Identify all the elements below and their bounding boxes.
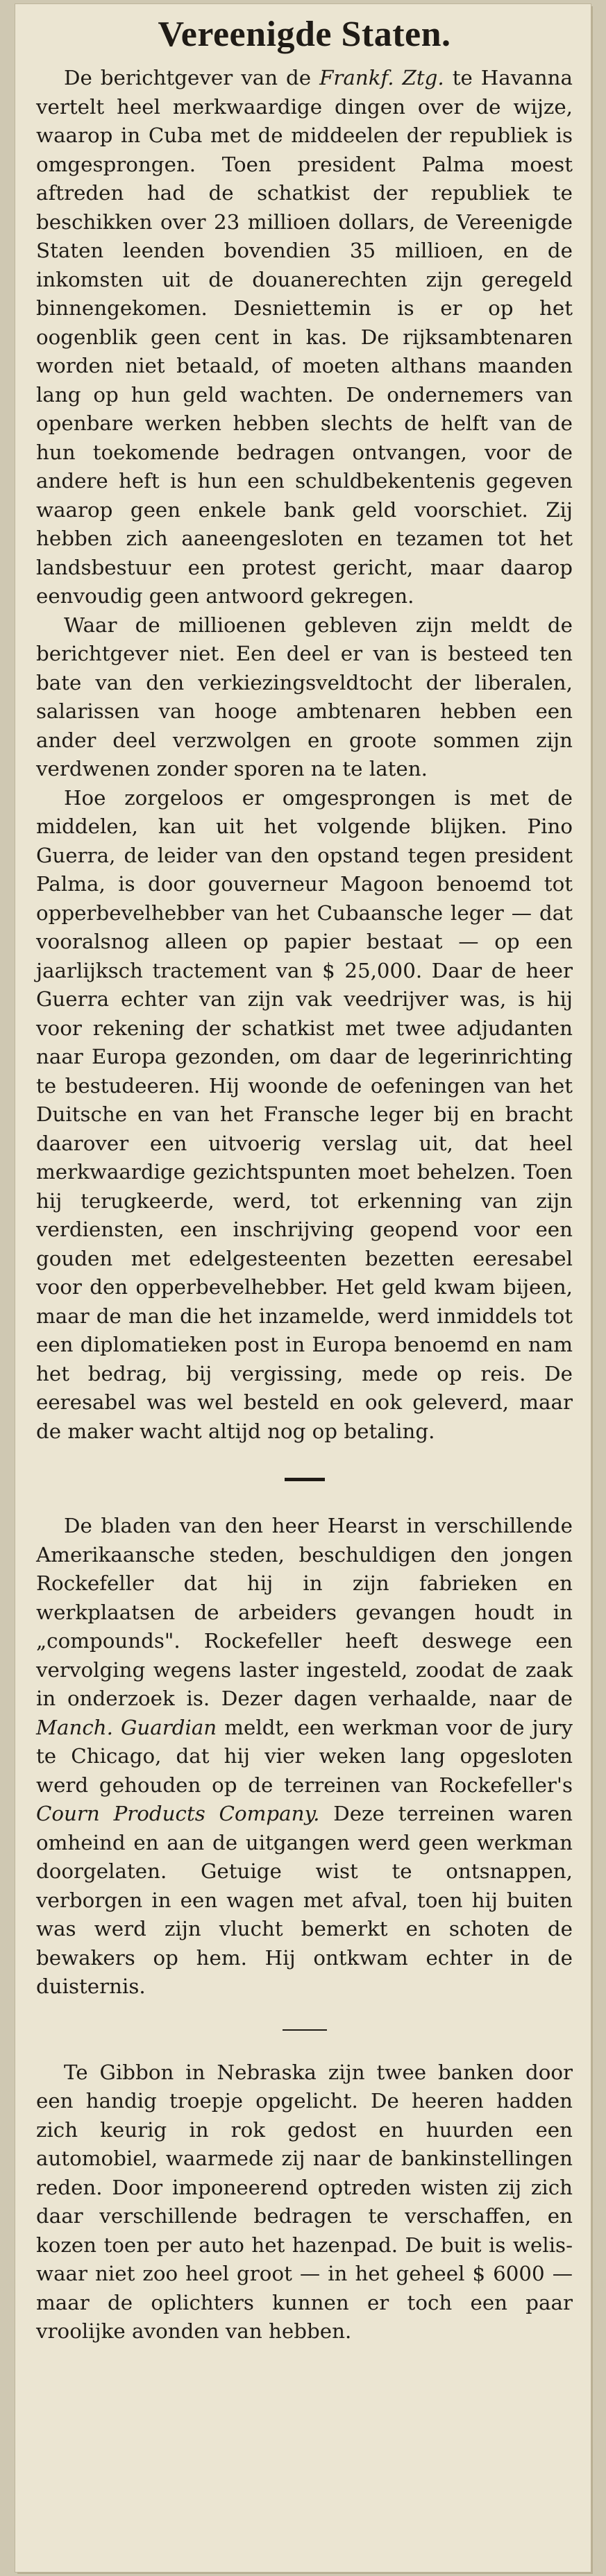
article-title: Vereenigde Staten. (158, 15, 451, 54)
paragraph-rockefeller-middle: meldt, een werkman voor de jury te Chicago, dat hij vier weken lang opgesloten werd gehouden op de terreinen van Rockefeller's (36, 1715, 573, 1797)
paragraph-cuba-treasury-body: te Havanna vertelt heel merkwaardige dingen over de wijze, waarop in Cuba met de middeelen der republiek is omgesprongen. Toen president Palma moest aftreden had de schatkist der republiek te beschikken over 23 millioen dollars, de Vereenigde Staten leenden bovendien 35 millioen, en de inkomsten uit de douanerechten zijn geregeld binnengekomen. Desniettemin is er op het oogenblik geen cent in kas. De rijksambtenaren worden niet betaald, of moeten althans maanden lang op hun geld wachten. De ondernemers van openbare werken hebben slechts de helft van de hun toekomende bedragen ontvangen, voor de andere heft is hun een schuldbekentenis gegeven waarop geen enkele bank geld voorschiet. Zij hebben zich aaneengesloten en tezamen tot het landsbestuur een protest gericht, maar daarop eenvoudig geen antwoord gekregen. (36, 66, 573, 608)
newspaper-name-frankf-ztg: Frankf. Ztg. (319, 66, 444, 89)
company-name: Courn Products Company. (36, 1802, 320, 1825)
paragraph-rockefeller (36, 1512, 573, 2002)
paragraph-gibbon-banks: Te Gibbon in Nebraska zijn twee banken door een handig troepje opgelicht. De heeren hadden zich keurig in rok gedost en huurden een automobiel, waarmede zij naar de bankinstellingen reden. Door imponeerend optreden wisten zij zich daar verschillende bedragen te verschaffen, en kozen toen per auto het hazenpad. De buit is welis-waar niet zoo heel groot — in het geheel $ 6000 — maar de oplichters kunnen er toch een paar vroolijke avonden van hebben. (36, 2060, 573, 2343)
paragraph-rockefeller-end: Deze terreinen waren omheind en aan de uitgangen werd geen werkman doorgelaten. Getuige wist te ontsnappen, verborgen in een wagen met afval, toen hij buiten was werd zijn vlucht bemerkt en schoten de bewakers op hem. Hij ontkwam echter in de duisternis. (36, 1802, 573, 1998)
paragraph-guerra: Hoe zorgeloos er omgesprongen is met de middelen, kan uit het volgende blijken. Pino Guerra, de leider van den opstand tegen president Palma, is door gouverneur Magoon benoemd tot opperbevelhebber van het Cubaansche leger — dat vooralsnog alleen op papier bestaat — op een jaarlijksch tractement van $ 25,000. Daar de heer Guerra echter van zijn vak veedrijver was, is hij voor rekening der schatkist met twee adjudanten naar Europa gezonden, om daar de legerinrichting te bestudeeren. Hij woonde de oefeningen van het Duitsche en van het Fransche leger bij en bracht daarover een uitvoerig verslag uit, dat heel merkwaardige gezichtspunten moet behelzen. Toen hij terugkeerde, werd, tot erkenning van zijn verdiensten, een inschrijving geopend voor een gouden met edelgesteenten bezetten eeresabel voor den opperbevelhebber. Het geld kwam bijeen, maar de man die het inzamelde, werd inmiddels tot een diplomatieken post in Europa benoemd en nam het bedrag, bij vergissing, mede op reis. De eeresabel was wel besteld en ook geleverd, maar de maker wacht altijd nog op betaling. (36, 785, 573, 1443)
paragraph-millions: Waar de millioenen gebleven zijn meldt de berichtgever niet. Een deel er van is besteed ten bate van den verkiezingsveldtocht der liberalen, salarissen van hooge ambtenaren hebben een ander deel verzwolgen en groote sommen zijn verdwenen zonder sporen na te laten. (36, 613, 573, 781)
paragraph-cuba-treasury (36, 64, 573, 611)
section-divider (285, 1478, 325, 1481)
newspaper-name-manch-guardian: Manch. Guardian (36, 1715, 217, 1739)
paragraph-rockefeller-intro: De bladen van den heer Hearst in verschillende Amerikaansche steden, beschuldigen den jongen Rockefeller dat hij in zijn fabrieken en werkplaatsen de arbeiders gevangen houdt in „compounds". Rockefeller heeft deswege een vervolging wegens laster ingesteld, zoodat de zaak in onderzoek is. Dezer dagen verhaalde, naar de (36, 1514, 573, 1710)
newspaper-clipping (15, 4, 591, 2572)
paragraph-cuba-treasury-intro: De berichtgever van de (64, 66, 320, 89)
section-divider-thin (283, 2029, 327, 2031)
